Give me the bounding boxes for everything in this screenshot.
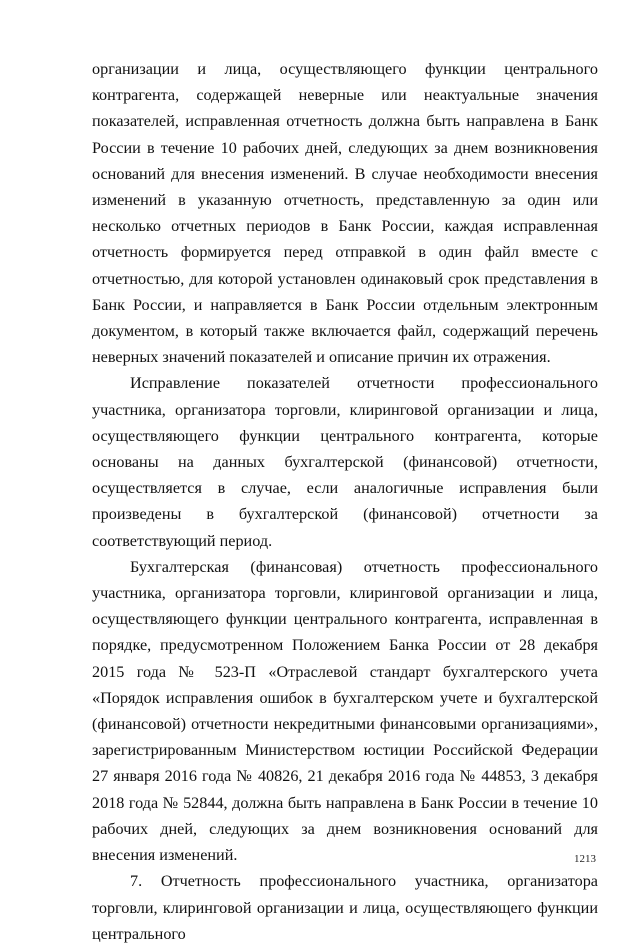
paragraph-item-7: 7. Отчетность профессионального участника, организатора торговли, клиринговой организации и лица, осуществляющего функции центрального	[92, 872, 598, 943]
paragraph-correction-of-indicators: Исправление показателей отчетности профессионального участника, организатора торговли, клиринговой организации и лица, осуществляющего функции центрального контрагента, которые основаны на данных бухгалтерской (финансовой) отчетности, осуществляется в случае, если аналогичные исправления были произведены в бухгалтерской (финансовой) отчетности за соответствующий период.	[92, 374, 598, 550]
paragraph-continuation: организации и лица, осуществляющего функции центрального контрагента, содержащей неверные или неактуальные значения показателей, исправленная отчетность должна быть направлена в Банк России в течение 10 рабочих дней, следующих за днем возникновения оснований для внесения изменений. В случае необходимости внесения изменений в указанную отчетность, представленную за один или несколько отчетных периодов в Банк России, каждая исправленная отчетность формируется перед отправкой в один файл вместе с отчетностью, для которой установлен одинаковый срок представления в Банк России, и направляется в Банк России отдельным электронным документом, в который также включается файл, содержащий перечень неверных значений показателей и описание причин их отражения.	[92, 60, 598, 367]
paragraph-accounting-statements: Бухгалтерская (финансовая) отчетность профессионального участника, организатора торговли, клиринговой организации и лица, осуществляющего функции центрального контрагента, исправленная в порядке, предусмотренном Положением Банка России от 28 декабря 2015 года № 523-П «Отраслевой стандарт бухгалтерского учета «Порядок исправления ошибок в бухгалтерском учете и бухгалтерской (финансовой) отчетности некредитными финансовыми организациями», зарегистрированным Министерством юстиции Российской Федерации 27 января 2016 года № 40826, 21 декабря 2016 года № 44853, 3 декабря 2018 года № 52844, должна быть направлена в Банк России в течение 10 рабочих дней, следующих за днем возникновения оснований для внесения изменений.	[92, 557, 598, 865]
document-body	[92, 56, 598, 947]
page-number: 1213	[574, 853, 596, 865]
